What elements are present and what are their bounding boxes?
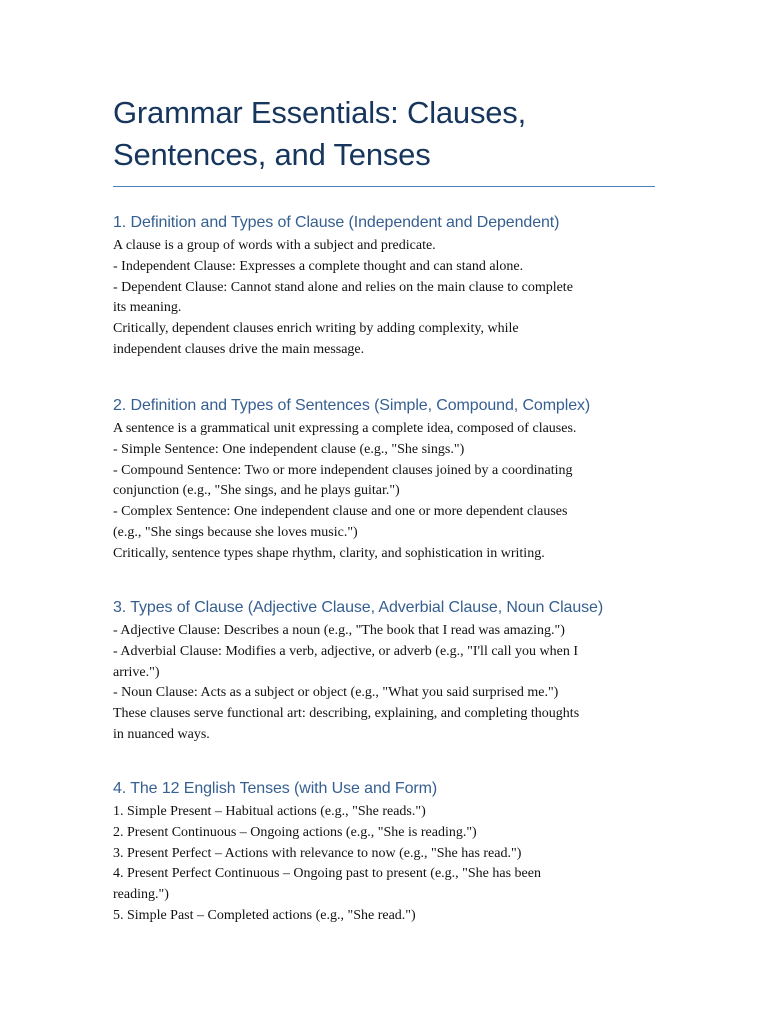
body-line: 2. Present Continuous – Ongoing actions (e.g., "She is reading.") <box>113 824 477 840</box>
section-sentence-types <box>113 396 655 565</box>
title-divider <box>113 186 655 187</box>
body-line: its meaning. <box>113 300 182 316</box>
title-line: Sentences, and Tenses <box>113 137 431 172</box>
section-body <box>113 802 655 927</box>
section-body <box>113 236 655 361</box>
body-line: independent clauses drive the main message. <box>113 341 365 357</box>
body-line: - Compound Sentence: Two or more independent clauses joined by a coordinating <box>113 462 573 478</box>
body-line: 3. Present Perfect – Actions with relevance to now (e.g., "She has read.") <box>113 845 522 861</box>
body-line: - Noun Clause: Acts as a subject or object (e.g., "What you said surprised me.") <box>113 685 559 701</box>
body-line: - Complex Sentence: One independent clause and one or more dependent clauses <box>113 504 568 520</box>
body-line: conjunction (e.g., "She sings, and he plays guitar.") <box>113 483 400 499</box>
body-line: - Adverbial Clause: Modifies a verb, adjective, or adverb (e.g., "I'll call you when I <box>113 643 579 659</box>
section-heading: 3. Types of Clause (Adjective Clause, Adverbial Clause, Noun Clause) <box>113 599 604 616</box>
body-line: arrive.") <box>113 664 160 680</box>
section-heading: 1. Definition and Types of Clause (Independent and Dependent) <box>113 214 560 231</box>
body-line: (e.g., "She sings because she loves music.") <box>113 524 358 540</box>
body-line: These clauses serve functional art: describing, explaining, and completing thoughts <box>113 706 580 722</box>
section-clause-types <box>113 213 655 361</box>
body-line: 4. Present Perfect Continuous – Ongoing past to present (e.g., "She has been <box>113 866 541 882</box>
document-page <box>113 92 655 923</box>
section-body <box>113 419 655 565</box>
body-line: - Dependent Clause: Cannot stand alone and relies on the main clause to complete <box>113 279 573 295</box>
document-title <box>113 92 655 176</box>
body-line: 5. Simple Past – Completed actions (e.g., "She read.") <box>113 907 416 923</box>
body-line: reading.") <box>113 887 169 903</box>
section-english-tenses <box>113 779 655 927</box>
section-body <box>113 621 655 746</box>
section-clause-kinds <box>113 598 655 746</box>
body-line: - Independent Clause: Expresses a complete thought and can stand alone. <box>113 258 524 274</box>
body-line: A clause is a group of words with a subject and predicate. <box>113 238 436 253</box>
title-line: Grammar Essentials: Clauses, <box>113 95 527 130</box>
body-line: - Adjective Clause: Describes a noun (e.g., "The book that I read was amazing.") <box>113 623 565 638</box>
section-heading: 2. Definition and Types of Sentences (Simple, Compound, Complex) <box>113 397 591 414</box>
section-heading: 4. The 12 English Tenses (with Use and Form) <box>113 780 438 797</box>
body-line: - Simple Sentence: One independent clause (e.g., "She sings.") <box>113 441 465 457</box>
body-line: Critically, dependent clauses enrich writing by adding complexity, while <box>113 321 519 337</box>
body-line: A sentence is a grammatical unit expressing a complete idea, composed of clauses. <box>113 421 577 436</box>
body-line: Critically, sentence types shape rhythm, clarity, and sophistication in writing. <box>113 545 545 561</box>
body-line: 1. Simple Present – Habitual actions (e.g., "She reads.") <box>113 804 426 819</box>
body-line: in nuanced ways. <box>113 726 210 742</box>
